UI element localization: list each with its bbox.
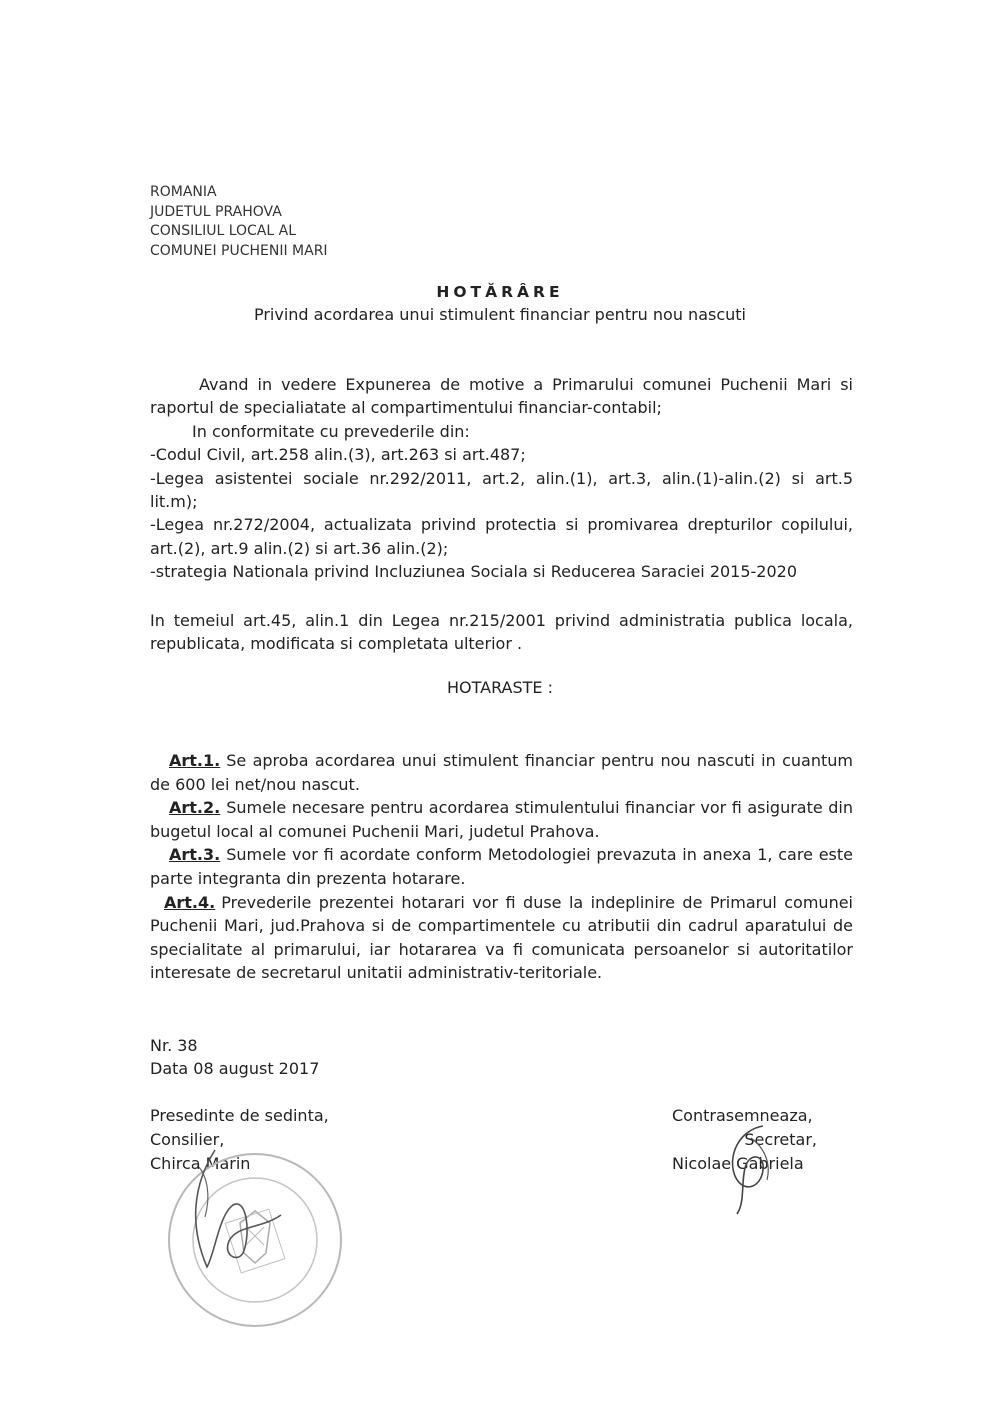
article — [150, 891, 853, 985]
signer-role: Presedinte de sedinta, — [150, 1106, 329, 1125]
article — [150, 843, 853, 890]
header-line-county: JUDETUL PRAHOVA — [150, 203, 282, 220]
issuer-header — [150, 183, 328, 261]
article-text: Sumele vor fi acordate conform Metodologiei prevazuta in anexa 1, care este parte integranta din prezenta hotarare. — [150, 845, 853, 888]
article — [150, 749, 853, 796]
document-info — [150, 1034, 319, 1080]
legal-basis-item: -Legea asistentei sociale nr.292/2011, art.2, alin.(1), art.3, alin.(1)-alin.(2) si art.5 lit.m); — [150, 468, 853, 512]
signer-role: Contrasemneaza, — [672, 1106, 813, 1125]
header-line-commune: COMUNEI PUCHENII MARI — [150, 242, 328, 259]
header-line-country: ROMANIA — [150, 184, 217, 200]
signer-title: Secretar, — [744, 1130, 817, 1149]
articles-list — [150, 749, 853, 985]
article-label: Art.4. — [164, 892, 216, 912]
article-text: Se aproba acordarea unui stimulent financiar pentru nou nascuti in cuantum de 600 lei net/nou nascut. — [150, 751, 853, 794]
article-label: Art.1. — [169, 751, 221, 770]
handwritten-signature-right — [715, 1118, 785, 1218]
preamble-paragraph: Avand in vedere Expunerea de motive a Primarului comunei Puchenii Mari si raportul de specialiatate al compartimentului financiar-contabil; — [150, 375, 853, 418]
legal-basis-item: -Legea nr.272/2004, actualizata privind protectia si promivarea drepturilor copilului, art.(2), art.9 alin.(2) si art.36 alin.(2); — [150, 515, 853, 558]
article-label: Art.3. — [169, 845, 221, 865]
article-text: Prevederile prezentei hotarari vor fi duse la indeplinire de Primarul comunei Puchenii Mari, jud.Prahova si de compartimentele cu atributii din cadrul aparatului de specialitate al primarului, iar hotararea va fi comunicata persoanelor si autoritatilor interesate de secretarul unitatii administrativ-teritoriale. — [150, 892, 853, 983]
legal-grounds — [150, 609, 853, 656]
decision-heading: HOTARASTE : — [446, 678, 554, 697]
document-number: Nr. 38 — [150, 1036, 198, 1055]
document-title: HOTĂRÂRE — [436, 283, 564, 301]
signer-name: Nicolae Gabriela — [672, 1154, 804, 1173]
header-line-council: CONSILIUL LOCAL AL — [150, 223, 297, 239]
legal-grounds-text: In temeiul art.45, alin.1 din Legea nr.215/2001 privind administratia publica locala, republicata, modificata si completata ulterior . — [150, 611, 853, 654]
article-text: Sumele necesare pentru acordarea stimulentului financiar vor fi asigurate din bugetul local al comunei Puchenii Mari, judetul Prahova. — [150, 798, 853, 841]
article-label: Art.2. — [169, 798, 221, 818]
signer-name: Chirca Marin — [150, 1154, 251, 1173]
article — [150, 796, 853, 843]
legal-basis-item: -Codul Civil, art.258 alin.(3), art.263 si art.487; — [150, 445, 526, 465]
preamble-paragraph: In conformitate cu prevederile din: — [192, 421, 470, 441]
legal-basis-item: -strategia Nationala privind Incluziunea Sociala si Reducerea Saraciei 2015-2020 — [150, 562, 798, 582]
document-date: Data 08 august 2017 — [150, 1059, 320, 1078]
preamble — [150, 373, 853, 584]
document-subtitle: Privind acordarea unui stimulent financiar pentru nou nascuti — [253, 305, 746, 324]
signer-title: Consilier, — [150, 1130, 225, 1149]
handwritten-signature-left — [185, 1145, 295, 1275]
